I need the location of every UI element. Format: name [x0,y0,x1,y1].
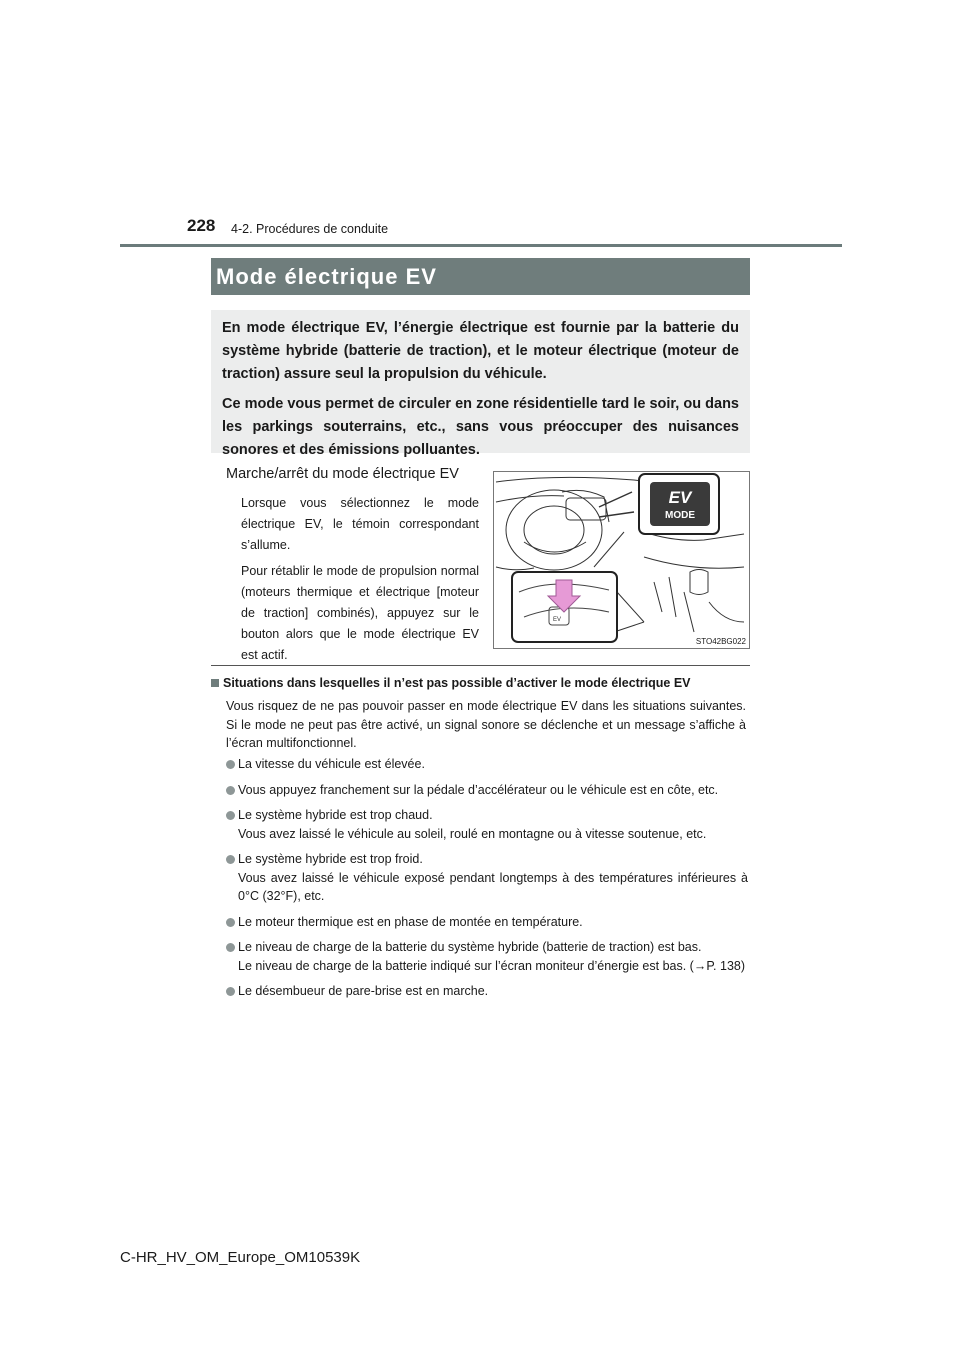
page-number: 228 [187,216,216,235]
section-breadcrumb: 4-2. Procédures de conduite [231,222,389,236]
list-item: Le désembueur de pare-brise est en marche. [226,982,748,1001]
document-footer: C-HR_HV_OM_Europe_OM10539K [120,1249,361,1266]
ev-label: EV [668,488,692,507]
bullet-icon [226,855,235,864]
illustration-code: STO42BG022 [695,637,746,646]
list-item: Le moteur thermique est en phase de montée en température. [226,913,748,932]
dashboard-drawing [494,472,749,648]
bullet-icon [226,760,235,769]
bullet-icon [226,987,235,996]
intro-paragraph-1: En mode électrique EV, l’énergie électrique est fournie par la batterie du système hybride (batterie de traction), et le moteur électrique (moteur de traction) assure seul la propulsion du véhicule. [222,320,739,382]
list-item: Le système hybride est trop froid. Vous avez laissé le véhicule exposé pendant longtemps à des températures inférieures à 0°C (32°F), etc. [226,850,748,906]
bullet-icon [226,811,235,820]
onoff-heading: Marche/arrêt du mode électrique EV [226,466,459,482]
bullet-icon [226,918,235,927]
bullet-icon [226,786,235,795]
onoff-paragraph-2: Pour rétablir le mode de propulsion normal (moteurs thermique et électrique [moteur de traction] combinés), appuyez sur le bouton alors que le mode électrique EV est actif. [241,564,479,662]
list-item: Le niveau de charge de la batterie du système hybride (batterie de traction) est bas. Le niveau de charge de la batterie indiqué sur l’écran moniteur d’énergie est bas. (→P. 138) [226,938,748,975]
page-title: Mode électrique EV [211,258,750,295]
situations-heading-text: Situations dans lesquelles il n’est pas possible d’activer le mode électrique EV [223,676,691,690]
situations-heading [211,676,751,690]
bullet-icon [226,943,235,952]
ev-mode-illustration [493,471,750,649]
list-item: La vitesse du véhicule est élevée. [226,755,748,774]
onoff-body [241,493,479,671]
onoff-paragraph-1: Lorsque vous sélectionnez le mode électrique EV, le témoin correspondant s’allume. [241,496,479,552]
list-item: Le système hybride est trop chaud. Vous avez laissé le véhicule au soleil, roulé en montagne ou à vitesse soutenue, etc. [226,806,748,843]
header-divider [120,244,842,247]
intro-box [211,310,750,458]
list-item: Vous appuyez franchement sur la pédale d’accélérateur ou le véhicule est en côte, etc. [226,781,748,800]
mode-label: MODE [665,510,695,521]
intro-paragraph-2: Ce mode vous permet de circuler en zone résidentielle tard le soir, ou dans les parkings souterrains, etc., sans vous préoccuper des nuisances sonores et des émissions polluantes. [222,396,739,458]
square-bullet-icon [211,679,219,687]
situations-intro: Vous risquez de ne pas pouvoir passer en mode électrique EV dans les situations suivantes. Si le mode ne peut pas être activé, un signal sonore se déclenche et un message s’affiche à l’écran multifonctionnel. [226,699,746,750]
section-divider [211,665,750,666]
svg-text:EV: EV [553,617,562,623]
situations-list [226,755,748,1008]
